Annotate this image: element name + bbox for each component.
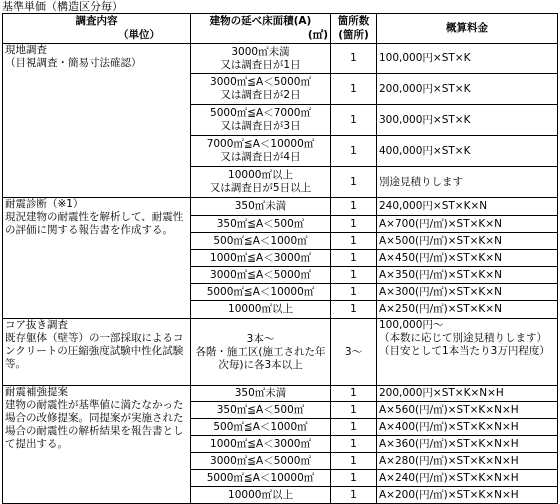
area-sub-label: 又は調査日が3日 [220, 120, 301, 132]
price-cell: 100,000円×ST×K [377, 44, 558, 74]
price-cell: 200,000円×ST×K×N×H [377, 386, 558, 402]
area-cell [191, 105, 331, 136]
area-cell: 350㎡≦A＜500㎡ [191, 216, 331, 233]
area-sub-label: 又は調査日が1日 [220, 58, 301, 71]
count-cell: 1 [331, 453, 377, 470]
price-cell: A×350(円/㎡)×ST×K×N [377, 267, 558, 284]
area-label: 10000㎡以上 [228, 169, 293, 181]
price-cell: 400,000円×ST×K [377, 136, 558, 167]
header-floor-area: 建物の延べ床面積(A) [191, 14, 331, 29]
count-cell: 1 [331, 198, 377, 216]
price-cell: A×700(円/㎡)×ST×K×N [377, 216, 558, 233]
section-title: 耐震診断（※1） [5, 198, 84, 210]
price-label: 100,000円～ [379, 319, 444, 331]
header-unit: （単位） [3, 29, 191, 44]
area-cell: 500㎡≦A＜1000㎡ [191, 233, 331, 250]
area-cell [191, 319, 331, 386]
count-cell: 1 [331, 136, 377, 167]
table-row [3, 198, 558, 216]
area-cell: 3000㎡≦A＜5000㎡ [191, 453, 331, 470]
table-row [3, 319, 558, 386]
area-cell: 5000㎡≦A＜10000㎡ [191, 470, 331, 487]
section-description: （目視調査・簡易寸法確認） [5, 57, 142, 69]
count-cell: 1 [331, 436, 377, 453]
area-cell [191, 74, 331, 105]
pricing-table [2, 13, 558, 504]
table-row [3, 386, 558, 402]
header-survey-content: 調査内容 [3, 14, 191, 29]
area-sub-label: 又は調査日が2日 [220, 89, 301, 101]
price-cell: A×560(円/㎡)×ST×K×N×H [377, 402, 558, 419]
price-cell: 200,000円×ST×K [377, 74, 558, 105]
price-cell: A×450(円/㎡)×ST×K×N [377, 250, 558, 267]
price-cell: A×400(円/㎡)×ST×K×N×H [377, 419, 558, 436]
area-label: 3000㎡≦A＜5000㎡ [210, 76, 311, 88]
section-title: 耐震補強提案 [5, 386, 68, 398]
header-row-top [3, 14, 558, 29]
price-cell: A×200(円/㎡)×ST×K×N×H [377, 487, 558, 504]
count-cell: 1 [331, 250, 377, 267]
header-count: 箇所数 [331, 14, 377, 29]
area-cell: 10000㎡以上 [191, 301, 331, 319]
count-cell: 1 [331, 402, 377, 419]
section-description: 建物の耐震性が基準値に満たなかった場合の改修提案。同提案が実施された場合の耐震性の解析結果を報告書として提出する。 [5, 399, 184, 450]
area-cell: 5000㎡≦A＜10000㎡ [191, 284, 331, 301]
area-cell: 3000㎡≦A＜5000㎡ [191, 267, 331, 284]
header-estimate-label: 概算料金 [446, 22, 488, 34]
table-row [3, 44, 558, 74]
area-cell: 10000㎡以上 [191, 487, 331, 504]
table-caption: 基準単価（構造区分毎） [2, 0, 123, 13]
section-core-sampling [3, 319, 191, 386]
price-cell: A×500(円/㎡)×ST×K×N [377, 233, 558, 250]
section-description: 既存躯体（壁等）の一部採取によるコンクリートの圧縮強度試験中性化試験等。 [5, 332, 184, 370]
area-sub-label: 各階・施工区(施工された年次毎)に各3本以上 [195, 345, 326, 371]
section-seismic-retrofit [3, 386, 191, 504]
price-cell: A×240(円/㎡)×ST×K×N×H [377, 470, 558, 487]
area-cell [191, 167, 331, 198]
area-sub-label: 又は調査日が5日以上 [209, 182, 312, 194]
section-title: 現地調査 [5, 44, 47, 56]
area-cell: 1000㎡≦A＜3000㎡ [191, 250, 331, 267]
count-cell: 1 [331, 216, 377, 233]
section-seismic-diagnosis [3, 198, 191, 319]
area-cell: 350㎡≦A＜500㎡ [191, 402, 331, 419]
count-cell: 1 [331, 301, 377, 319]
section-title: コア抜き調査 [5, 319, 68, 331]
price-cell: A×360(円/㎡)×ST×K×N×H [377, 436, 558, 453]
count-cell: 1 [331, 233, 377, 250]
area-label: 3本～ [246, 332, 275, 345]
count-cell: 1 [331, 284, 377, 301]
header-area-unit: (㎡) [191, 29, 331, 44]
section-site-survey [3, 44, 191, 198]
section-description: 現況建物の耐震性を解析して、耐震性の評価に関する報告書を作成する。 [5, 211, 184, 236]
price-cell: A×280(円/㎡)×ST×K×N×H [377, 453, 558, 470]
area-label: 3000㎡未満 [231, 45, 290, 58]
area-label: 5000㎡≦A＜7000㎡ [210, 107, 311, 119]
price-cell: A×300(円/㎡)×ST×K×N [377, 284, 558, 301]
area-cell: 1000㎡≦A＜3000㎡ [191, 436, 331, 453]
area-cell [191, 44, 331, 74]
count-cell: 1 [331, 74, 377, 105]
area-label: 7000㎡≦A＜10000㎡ [206, 138, 315, 150]
price-cell: 240,000円×ST×K×N [377, 198, 558, 216]
count-cell: 1 [331, 419, 377, 436]
price-cell: A×250(円/㎡)×ST×K×N [377, 301, 558, 319]
price-cell: 300,000円×ST×K [377, 105, 558, 136]
count-cell: 1 [331, 105, 377, 136]
count-cell: 1 [331, 44, 377, 74]
count-cell: 1 [331, 470, 377, 487]
area-sub-label: 又は調査日が4日 [220, 151, 301, 163]
price-note: （目安として1本当たり3万円程度） [379, 345, 550, 357]
area-cell: 350㎡未満 [191, 198, 331, 216]
count-cell: 1 [331, 386, 377, 402]
count-cell: 1 [331, 487, 377, 504]
area-cell [191, 136, 331, 167]
price-cell [377, 319, 558, 386]
area-cell: 500㎡≦A＜1000㎡ [191, 419, 331, 436]
count-cell: 1 [331, 167, 377, 198]
area-cell: 350㎡未満 [191, 386, 331, 402]
header-count-unit: (箇所) [331, 29, 377, 44]
price-cell: 別途見積りします [377, 167, 558, 198]
header-estimate [377, 14, 558, 44]
count-cell: 1 [331, 267, 377, 284]
count-cell: 3～ [331, 319, 377, 386]
price-note: （本数に応じて別途見積りします） [379, 332, 547, 344]
